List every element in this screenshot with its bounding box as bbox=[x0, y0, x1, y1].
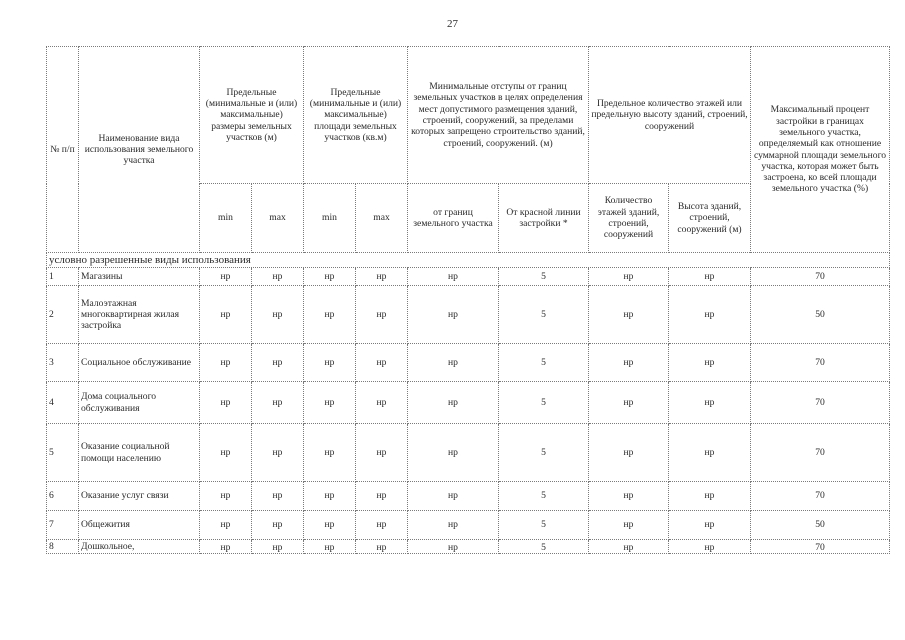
row-name: Малоэтажная многоквартирная жилая застройка bbox=[79, 286, 200, 344]
row-floors: нр bbox=[589, 424, 669, 482]
row-area-min: нр bbox=[304, 540, 356, 554]
row-area-min: нр bbox=[304, 268, 356, 286]
row-height: нр bbox=[669, 268, 751, 286]
row-num: 2 bbox=[47, 286, 79, 344]
row-setback-boundary: нр bbox=[408, 540, 499, 554]
row-size-max: нр bbox=[252, 344, 304, 382]
row-height: нр bbox=[669, 286, 751, 344]
row-size-min: нр bbox=[200, 268, 252, 286]
table-row bbox=[47, 511, 890, 540]
row-floors: нр bbox=[589, 344, 669, 382]
row-height: нр bbox=[669, 424, 751, 482]
row-size-max: нр bbox=[252, 382, 304, 424]
row-setback-boundary: нр bbox=[408, 344, 499, 382]
row-setback-red-line: 5 bbox=[499, 511, 589, 540]
row-size-max: нр bbox=[252, 286, 304, 344]
row-floors: нр bbox=[589, 268, 669, 286]
page-number: 27 bbox=[447, 18, 458, 30]
header-num: № п/п bbox=[47, 47, 79, 253]
table-row bbox=[47, 482, 890, 511]
row-size-max: нр bbox=[252, 482, 304, 511]
row-floors: нр bbox=[589, 382, 669, 424]
row-num: 6 bbox=[47, 482, 79, 511]
header-name: Наименование вида использования земельного участка bbox=[79, 47, 200, 253]
table-row bbox=[47, 424, 890, 482]
row-name: Социальное обслуживание bbox=[79, 344, 200, 382]
row-floors: нр bbox=[589, 540, 669, 554]
row-coverage: 70 bbox=[751, 424, 890, 482]
row-num: 8 bbox=[47, 540, 79, 554]
row-setback-boundary: нр bbox=[408, 268, 499, 286]
row-height: нр bbox=[669, 482, 751, 511]
row-size-max: нр bbox=[252, 268, 304, 286]
row-size-max: нр bbox=[252, 424, 304, 482]
row-name: Оказание услуг связи bbox=[79, 482, 200, 511]
zoning-parameters-table bbox=[46, 46, 890, 554]
row-height: нр bbox=[669, 382, 751, 424]
row-size-max: нр bbox=[252, 511, 304, 540]
row-size-min: нр bbox=[200, 482, 252, 511]
row-num: 4 bbox=[47, 382, 79, 424]
table-row bbox=[47, 382, 890, 424]
row-num: 5 bbox=[47, 424, 79, 482]
row-coverage: 50 bbox=[751, 286, 890, 344]
row-size-min: нр bbox=[200, 424, 252, 482]
header-area: Предельные (минимальные и (или) максимальные) площади земельных участков (кв.м) bbox=[304, 47, 408, 184]
row-setback-red-line: 5 bbox=[499, 268, 589, 286]
row-coverage: 70 bbox=[751, 482, 890, 511]
row-setback-red-line: 5 bbox=[499, 540, 589, 554]
row-area-max: нр bbox=[356, 424, 408, 482]
row-coverage: 50 bbox=[751, 511, 890, 540]
row-setback-boundary: нр bbox=[408, 482, 499, 511]
row-floors: нр bbox=[589, 482, 669, 511]
section-title: условно разрешенные виды использования bbox=[47, 253, 890, 268]
row-coverage: 70 bbox=[751, 540, 890, 554]
table-row bbox=[47, 286, 890, 344]
row-area-max: нр bbox=[356, 344, 408, 382]
row-size-min: нр bbox=[200, 344, 252, 382]
row-area-max: нр bbox=[356, 511, 408, 540]
row-area-min: нр bbox=[304, 511, 356, 540]
row-num: 1 bbox=[47, 268, 79, 286]
row-name: Дошкольное, bbox=[79, 540, 200, 554]
row-size-min: нр bbox=[200, 540, 252, 554]
header-setback-red-line: От красной линии застройки * bbox=[499, 184, 589, 253]
row-setback-red-line: 5 bbox=[499, 382, 589, 424]
table-row bbox=[47, 344, 890, 382]
row-setback-red-line: 5 bbox=[499, 482, 589, 511]
header-floors-count: Количество этажей зданий, строений, сооружений bbox=[589, 184, 669, 253]
row-name: Дома социального обслуживания bbox=[79, 382, 200, 424]
row-coverage: 70 bbox=[751, 382, 890, 424]
header-area-min: min bbox=[304, 184, 356, 253]
section-row bbox=[47, 253, 890, 268]
header-setback-boundary: от границ земельного участка bbox=[408, 184, 499, 253]
row-name: Общежития bbox=[79, 511, 200, 540]
row-area-min: нр bbox=[304, 286, 356, 344]
row-coverage: 70 bbox=[751, 344, 890, 382]
header-size-max: max bbox=[252, 184, 304, 253]
row-name: Магазины bbox=[79, 268, 200, 286]
row-area-max: нр bbox=[356, 540, 408, 554]
row-area-min: нр bbox=[304, 344, 356, 382]
row-num: 3 bbox=[47, 344, 79, 382]
row-num: 7 bbox=[47, 511, 79, 540]
row-area-max: нр bbox=[356, 482, 408, 511]
row-name: Оказание социальной помощи населению bbox=[79, 424, 200, 482]
row-size-min: нр bbox=[200, 286, 252, 344]
row-setback-red-line: 5 bbox=[499, 286, 589, 344]
row-height: нр bbox=[669, 540, 751, 554]
header-size: Предельные (минимальные и (или) максимальные) размеры земельных участков (м) bbox=[200, 47, 304, 184]
row-setback-boundary: нр bbox=[408, 424, 499, 482]
row-height: нр bbox=[669, 344, 751, 382]
header-size-min: min bbox=[200, 184, 252, 253]
header-floors-height: Высота зданий, строений, сооружений (м) bbox=[669, 184, 751, 253]
row-setback-red-line: 5 bbox=[499, 344, 589, 382]
header-setback: Минимальные отступы от границ земельных участков в целях определения мест допустимого размещения зданий, строений, сооружений, за пределами которых запрещено строительство зданий, строений, сооружений. (м) bbox=[408, 47, 589, 184]
row-area-min: нр bbox=[304, 382, 356, 424]
row-height: нр bbox=[669, 511, 751, 540]
table-row bbox=[47, 268, 890, 286]
header-area-max: max bbox=[356, 184, 408, 253]
table-row bbox=[47, 540, 890, 554]
row-size-min: нр bbox=[200, 382, 252, 424]
row-setback-red-line: 5 bbox=[499, 424, 589, 482]
row-area-min: нр bbox=[304, 424, 356, 482]
row-setback-boundary: нр bbox=[408, 382, 499, 424]
row-area-max: нр bbox=[356, 382, 408, 424]
row-size-max: нр bbox=[252, 540, 304, 554]
header-row-primary bbox=[47, 47, 890, 184]
row-size-min: нр bbox=[200, 511, 252, 540]
row-coverage: 70 bbox=[751, 268, 890, 286]
header-coverage: Максимальный процент застройки в границах земельного участка, определяемый как отношение суммарной площади земельного участка, которая может быть застроена, ко всей площади земельного участка (%) bbox=[751, 47, 890, 253]
row-setback-boundary: нр bbox=[408, 286, 499, 344]
row-area-min: нр bbox=[304, 482, 356, 511]
row-area-max: нр bbox=[356, 286, 408, 344]
row-floors: нр bbox=[589, 286, 669, 344]
row-setback-boundary: нр bbox=[408, 511, 499, 540]
row-floors: нр bbox=[589, 511, 669, 540]
header-floors: Предельное количество этажей или предельную высоту зданий, строений, сооружений bbox=[589, 47, 751, 184]
row-area-max: нр bbox=[356, 268, 408, 286]
